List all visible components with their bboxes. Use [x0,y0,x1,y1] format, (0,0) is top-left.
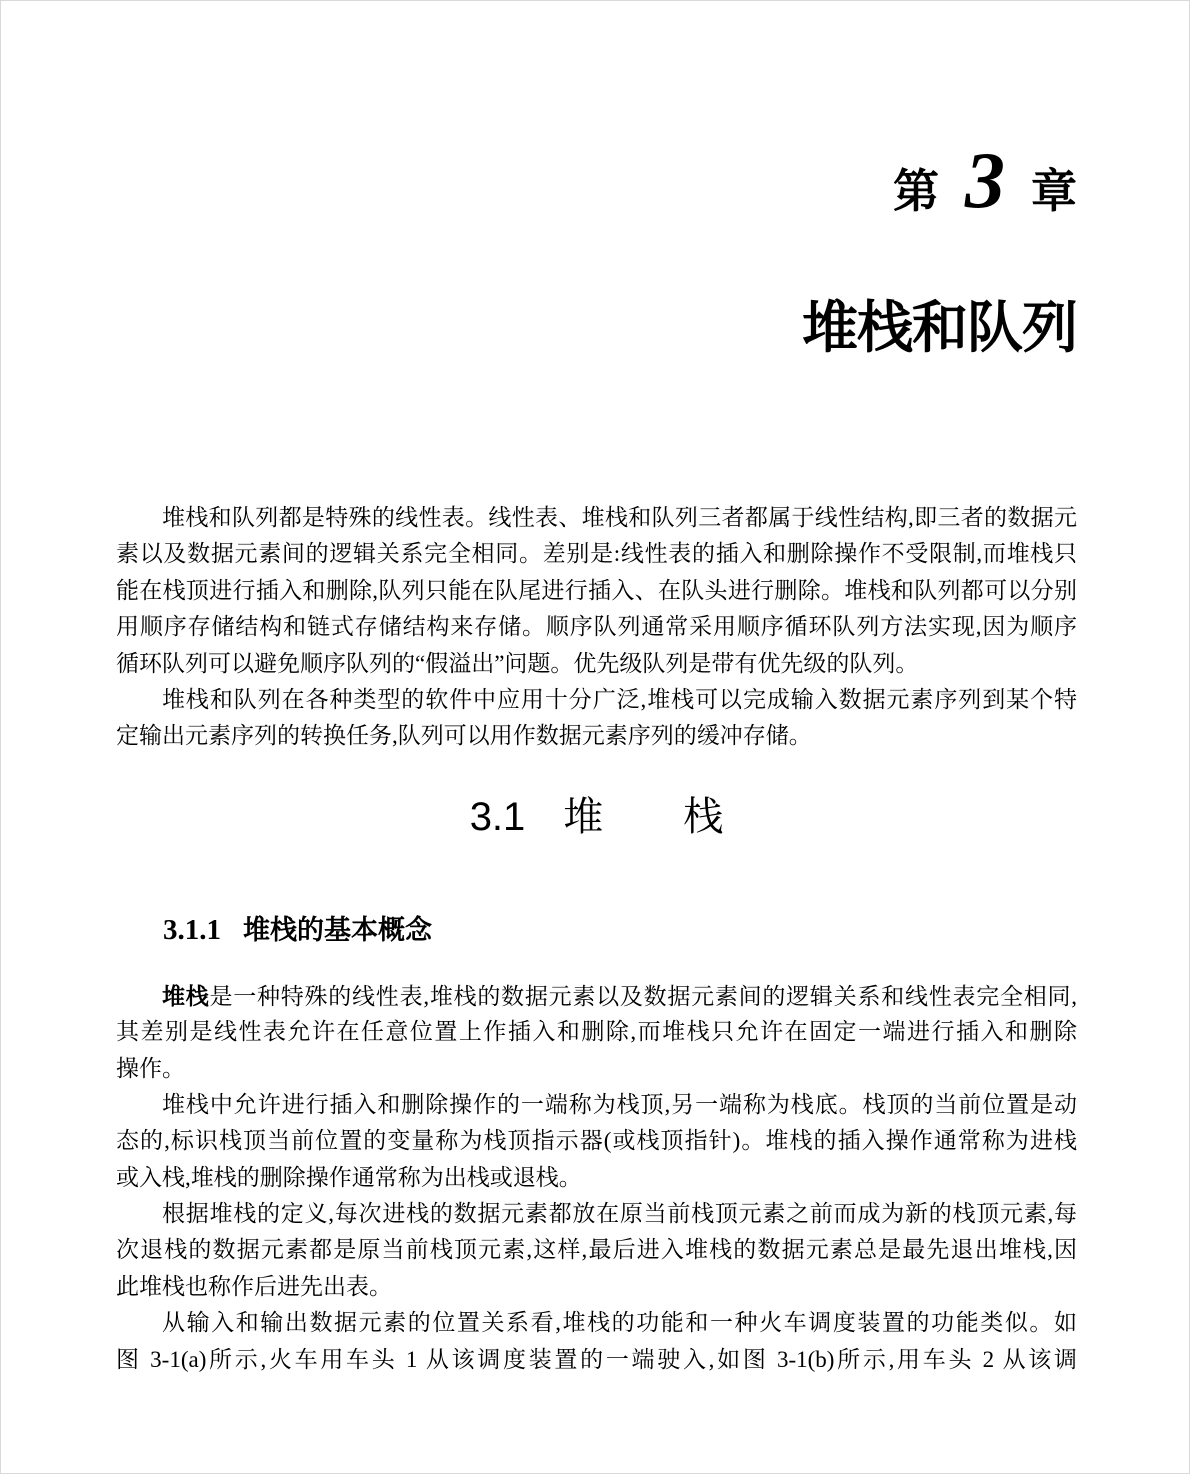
section-heading [116,791,1077,843]
chapter-prefix: 第 [893,166,939,217]
paragraph [116,978,1077,1087]
page-content [1,500,1189,1378]
section-title: 堆 栈 [563,794,724,839]
paragraph-line: 循环队列可以避免顺序队列的“假溢出”问题。优先级队列是带有优先级的队列。 [116,650,919,676]
subsection-title: 堆栈的基本概念 [243,914,432,945]
paragraph-line: 此堆栈也称作后进先出表。 [116,1273,392,1299]
paragraph-line: 从输入和输出数据元素的位置关系看,堆栈的功能和一种火车调度装置的功能类似。如 [162,1310,1077,1336]
body-paragraphs [116,978,1077,1378]
emphasis-term: 堆栈 [162,982,210,1009]
paragraph-line: 堆栈和队列都是特殊的线性表。线性表、堆栈和队列三者都属于线性结构,即三者的数据元 [162,505,1077,530]
paragraph-line [116,978,1077,1014]
paragraph-line: 素以及数据元素间的逻辑关系完全相同。差别是:线性表的插入和删除操作不受限制,而堆栈只 [116,541,1077,567]
paragraph [116,1087,1077,1196]
paragraph-line: 次退栈的数据元素都是原当前栈顶元素,这样,最后进入堆栈的数据元素总是最先退出堆栈,因 [116,1237,1077,1263]
text-run: 是一种特殊的线性表,堆栈的数据元素以及数据元素间的逻辑关系和线性表完全相同, [209,983,1077,1009]
subsection-number: 3.1.1 [163,913,221,946]
subsection-heading [163,911,1077,954]
paragraph-line: 用顺序存储结构和链式存储结构来存储。顺序队列通常采用顺序循环队列方法实现,因为顺序 [116,614,1077,640]
paragraph-line: 态的,标识栈顶当前位置的变量称为栈顶指示器(或栈顶指针)。堆栈的插入操作通常称为进栈 [116,1128,1077,1154]
paragraph [116,500,1077,682]
chapter-suffix: 章 [1031,166,1077,217]
chapter-number-line [1,1,1189,232]
paragraph [116,1305,1077,1378]
paragraph-line: 其差别是线性表允许在任意位置上作插入和删除,而堆栈只允许在固定一端进行插入和删除 [116,1019,1077,1045]
paragraph-line: 或入栈,堆栈的删除操作通常称为出栈或退栈。 [116,1164,582,1190]
chapter-number: 3 [965,137,1005,225]
paragraph-line: 能在栈顶进行插入和删除,队列只能在队尾进行插入、在队头进行删除。堆栈和队列都可以分别 [116,577,1077,603]
paragraph-line: 堆栈和队列在各种类型的软件中应用十分广泛,堆栈可以完成输入数据元素序列到某个特 [162,686,1077,712]
chapter-title: 堆栈和队列 [802,298,1077,360]
paragraph-line: 根据堆栈的定义,每次进栈的数据元素都放在原当前栈顶元素之前而成为新的栈顶元素,每 [162,1201,1077,1227]
intro-paragraphs [116,500,1077,755]
paragraph-line: 堆栈中允许进行插入和删除操作的一端称为栈顶,另一端称为栈底。栈顶的当前位置是动 [162,1091,1077,1117]
paragraph [116,1196,1077,1305]
paragraph [116,682,1077,755]
paragraph-line: 操作。 [116,1055,185,1081]
section-number: 3.1 [469,794,526,839]
paragraph-line: 定输出元素序列的转换任务,队列可以用作数据元素序列的缓冲存储。 [116,723,812,749]
paragraph-line: 图 3-1(a)所示,火车用车头 1 从该调度装置的一端驶入,如图 3-1(b)所示,用车头 2 从该调 [116,1346,1077,1372]
